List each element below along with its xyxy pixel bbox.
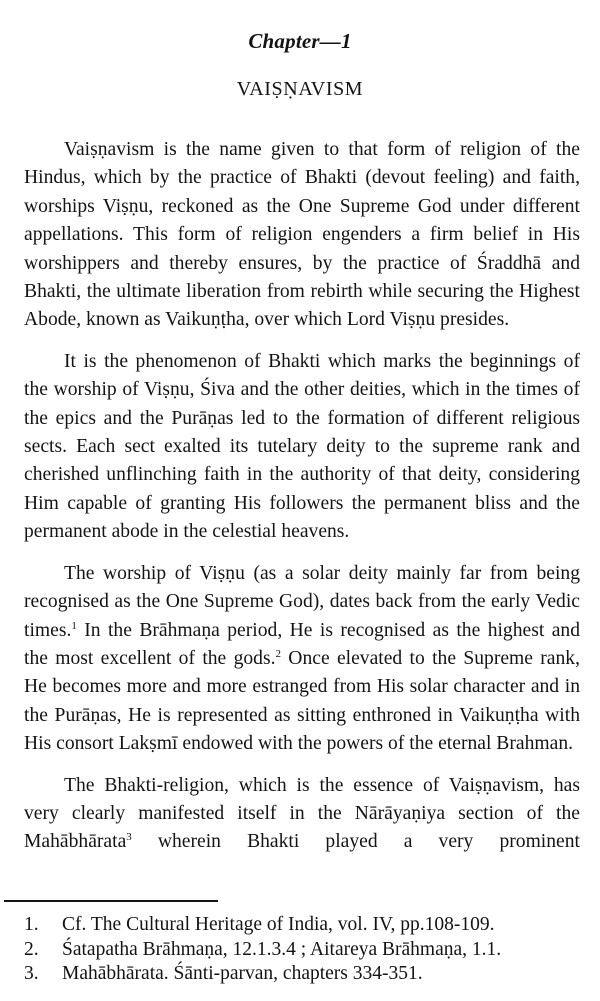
paragraph-2: It is the phenomenon of Bhakti which marks the beginnings of the worship of Viṣṇu, Śiva and the other deities, which in the times of the epics and the Purāṇas led to the formation of different religious sects. Each sect exalted its tutelary deity to the supreme rank and cherished unflinching faith in the authority of that deity, considering Him capable of granting His followers the permanent bliss and the permanent abode in the celestial heavens. [24, 350, 580, 543]
paragraph-1: Vaiṣṇavism is the name given to that form of religion of the Hindus, which by the practice of Bhakti (devout feeling) and faith, worships Viṣṇu, reckoned as the One Supreme God under different appellations. This form of religion engenders a firm belief in His worshippers and thereby ensures, by the practice of Śraddhā and Bhakti, the ultimate liberation from rebirth while securing the Highest Abode, known as Vaikuṇṭha, over which Lord Viṣṇu presides. [24, 139, 580, 331]
paragraph-4 [24, 772, 580, 857]
footnote-ref-3: 3 [126, 831, 132, 844]
paragraph-4-text-b: wherein Bhakti played a very prominent [131, 831, 580, 853]
footnote-1 [24, 913, 584, 938]
footnote-text: Śatapatha Brāhmaṇa, 12.1.3.4 ; Aitareya Brāhmaṇa, 1.1. [62, 938, 502, 960]
footnote-number: 1. [24, 914, 39, 935]
footnote-ref-1: 1 [71, 619, 77, 632]
body-text [24, 136, 580, 857]
footnote-text: Mahābhārata. Śānti-parvan, chapters 334-351. [62, 963, 423, 984]
paragraph-3-text-b: In the Brāhmaṇa period, He is recognised as the highest and the most excellent of the gods. [24, 619, 580, 669]
footnote-number: 2. [24, 938, 39, 960]
footnote-ref-2: 2 [275, 647, 281, 660]
footnotes [24, 913, 584, 987]
chapter-title: VAIṢṆAVISM [236, 78, 364, 100]
paragraph-4-text-a: The Bhakti-religion, which is the essence of Vaiṣṇavism, has very clearly manifested itself in the Nārāyaṇiya section of the Mahābhārata [24, 774, 580, 853]
footnote-3 [24, 962, 584, 987]
footnote-divider [4, 900, 218, 902]
paragraph-3-text-a: The worship of Viṣṇu (as a solar deity mainly far from being recognised as the One Supreme God), dates back from the early Vedic times. [24, 562, 580, 641]
footnote-number: 3. [24, 963, 39, 984]
footnote-2 [24, 938, 584, 963]
chapter-heading: Chapter—1 [248, 29, 352, 53]
paragraph-3-text-c: Once elevated to the Supreme rank, He becomes more and more estranged from His solar character and in the Purāṇas, He is represented as sitting enthroned in Vaikuṇṭha with His consort Lakṣmī endowed with the powers of the eternal Brahman. [24, 647, 580, 755]
paragraph-3 [24, 560, 580, 759]
footnote-text: Cf. The Cultural Heritage of India, vol. IV, pp.108-109. [62, 914, 495, 935]
